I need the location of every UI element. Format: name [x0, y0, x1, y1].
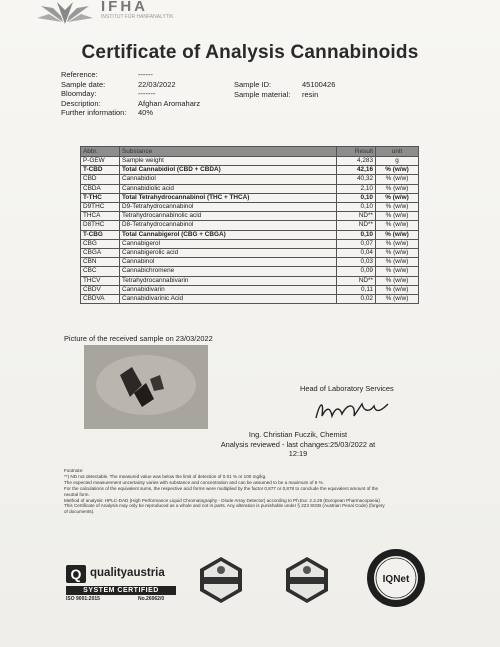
result-cell: 2,10 [337, 184, 376, 193]
logo-subtitle: INSTITUT FÜR HANFANALYTIK [101, 14, 174, 20]
footnote-line: neutral form. [64, 491, 90, 497]
result-cell: 42,16 [337, 166, 376, 175]
result-cell: 0,10 [337, 230, 376, 239]
header-abbr: Abbr. [81, 147, 120, 157]
table-row [81, 285, 419, 294]
results-body [81, 157, 419, 304]
abbr-cell: T-THC [81, 193, 120, 202]
unit-cell: % (w/w) [376, 230, 419, 239]
sample-id-value: 45100426 [302, 80, 336, 89]
substance-cell: Cannabinol [120, 258, 337, 267]
sample-id-label: Sample ID: [234, 80, 272, 89]
unit-cell: % (w/w) [376, 276, 419, 285]
bloomday-value: ------- [138, 89, 156, 98]
substance-cell: Tetrahydrocannabivarin [120, 276, 337, 285]
iqnet-certification-seal-icon [366, 548, 426, 608]
sample-meta-right [234, 80, 335, 99]
result-cell: 0,09 [337, 267, 376, 276]
head-of-lab-title: Head of Laboratory Services [300, 384, 394, 393]
result-cell: ND** [337, 212, 376, 221]
iqnet-text: IQNet [382, 574, 410, 585]
sample-date-value: 22/03/2022 [138, 79, 176, 89]
table-row [81, 157, 419, 166]
substance-cell: Cannabidiol [120, 175, 337, 184]
table-row [81, 276, 419, 285]
abbr-cell: T-CBD [81, 166, 120, 175]
result-cell: 0,10 [337, 193, 376, 202]
picture-caption: Picture of the received sample on 23/03/2022 [64, 334, 213, 343]
quality-austria-q-icon: Q [66, 565, 86, 583]
unit-cell: % (w/w) [376, 295, 419, 304]
table-row [81, 166, 419, 175]
ifha-logo [35, 0, 175, 26]
table-row [81, 175, 419, 184]
abbr-cell: CBD [81, 175, 120, 184]
table-row [81, 267, 419, 276]
table-row [81, 184, 419, 193]
certificate-number: No.26062/0 [138, 596, 165, 602]
result-cell: 4,283 [337, 157, 376, 166]
footnote-line: Method of analysis: HPLC-DAD (High Performance Liquid Chromatography - Diode Array Detector) according to Ph.Eur. 2.2.29 (European Pharmacopoeia) [64, 497, 380, 503]
substance-cell: Cannabidivarinic Acid [120, 295, 337, 304]
hemp-leaf-logo-icon [35, 0, 95, 24]
abbr-cell: D9THC [81, 203, 120, 212]
abbr-cell: CBG [81, 239, 120, 248]
result-cell: 0,02 [337, 295, 376, 304]
abbr-cell: CBN [81, 258, 120, 267]
footnote [64, 468, 454, 515]
result-cell: ND** [337, 276, 376, 285]
substance-cell: Total Tetrahydrocannabinol (THC + THCA) [120, 193, 337, 202]
substance-cell: Tetrahydrocannabinolic acid [120, 212, 337, 221]
unit-cell: g [376, 157, 419, 166]
handwritten-signature [312, 398, 392, 424]
document-title: Certificate of Analysis Cannabinoids [81, 42, 419, 63]
sample-photo [84, 345, 208, 429]
result-cell: 0,04 [337, 249, 376, 258]
unit-cell: % (w/w) [376, 193, 419, 202]
substance-cell: Sample weight [120, 157, 337, 166]
further-info-value: 40% [138, 108, 154, 117]
result-cell: 0,11 [337, 285, 376, 294]
unit-cell: % (w/w) [376, 249, 419, 258]
unit-cell: % (w/w) [376, 175, 419, 184]
description-label: Description: [61, 98, 101, 108]
substance-cell: Cannabidivarin [120, 285, 337, 294]
substance-cell: Total Cannabidiol (CBD + CBDA) [120, 166, 337, 175]
table-row [81, 239, 419, 248]
result-cell: 40,32 [337, 175, 376, 184]
sample-meta-left [61, 70, 200, 118]
unit-cell: % (w/w) [376, 267, 419, 276]
abbr-cell: CBC [81, 267, 120, 276]
abbr-cell: T-CBG [81, 230, 120, 239]
substance-cell: Cannabigerol [120, 239, 337, 248]
table-row [81, 193, 419, 202]
substance-cell: D9-Tetrahydrocannabinol [120, 203, 337, 212]
footnote-line: This Certificate of Analysis may only be reproduced as a whole and not in parts. Any alteration is punishable under § 223 StGB (Austrian Penal Code) (forgery [64, 503, 385, 509]
unit-cell: % (w/w) [376, 203, 419, 212]
abbr-cell: CBDA [81, 184, 120, 193]
table-row [81, 212, 419, 221]
abbr-cell: CBGA [81, 249, 120, 258]
substance-cell: Cannabichromene [120, 267, 337, 276]
logo-text: IFHA [101, 0, 148, 15]
footnote-line: For the calculations of the equivalent sums, the respective acid forms were multiplied by the factor 0,877 or 0,878 to conclude the equivalent amount of the [64, 485, 379, 491]
footnote-title: Footnote: [64, 468, 84, 473]
award-badge-icon [196, 555, 246, 605]
table-row [81, 203, 419, 212]
abbr-cell: THCV [81, 276, 120, 285]
resin-sample-image [84, 345, 208, 429]
bloomday-label: Bloomday: [61, 89, 97, 98]
sample-date-label: Sample date: [61, 79, 106, 89]
substance-cell: Cannabigerolic acid [120, 249, 337, 258]
unit-cell: % (w/w) [376, 212, 419, 221]
result-cell: 0,07 [337, 239, 376, 248]
unit-cell: % (w/w) [376, 285, 419, 294]
unit-cell: % (w/w) [376, 221, 419, 230]
abbr-cell: CBDVA [81, 295, 120, 304]
header-unit: unit [376, 147, 419, 157]
description-value: Afghan Aromaharz [138, 98, 201, 108]
analysis-reviewed: Analysis reviewed - last changes:25/03/2022 at [220, 439, 376, 449]
result-cell: 0,03 [337, 258, 376, 267]
award-badge-icon [282, 555, 332, 605]
result-cell: 0,10 [337, 203, 376, 212]
chemist-name: Ing. Christian Fuczik, Chemist [248, 430, 348, 439]
table-row [81, 249, 419, 258]
table-row [81, 230, 419, 239]
reference-label: Reference: [61, 70, 98, 79]
abbr-cell: THCA [81, 212, 120, 221]
reference-value: ------ [138, 70, 153, 79]
substance-cell: D8-Tetrahydrocannabinol [120, 221, 337, 230]
table-row [81, 221, 419, 230]
header-result: Result [337, 147, 376, 157]
sample-material-label: Sample material: [234, 89, 291, 99]
quality-austria-logo [66, 565, 176, 605]
footnote-line: **) ND not detectable. The measured value was below the limit of detection of 0.01 % or 100 mg/kg. [64, 473, 267, 479]
substance-cell: Cannabidiolic acid [120, 184, 337, 193]
substance-cell: Total Cannabigerol (CBG + CBGA) [120, 230, 337, 239]
further-info-label: Further information: [61, 108, 127, 117]
unit-cell: % (w/w) [376, 166, 419, 175]
system-certified-label: SYSTEM CERTIFIED [66, 586, 176, 595]
table-row [81, 295, 419, 304]
header-substance: Substance [120, 147, 337, 157]
abbr-cell: P-GEW [81, 157, 120, 166]
footnote-line: The expected measurement uncertainty varies with substance and concentration and can be assumed to be a maximum of 5 %. [64, 479, 324, 485]
unit-cell: % (w/w) [376, 184, 419, 193]
iso-standard: ISO 9001:2015 [66, 596, 100, 602]
cannabinoid-results-table [80, 146, 419, 304]
signature-block [0, 430, 500, 459]
abbr-cell: D8THC [81, 221, 120, 230]
quality-austria-name: qualityaustria [90, 567, 165, 579]
unit-cell: % (w/w) [376, 239, 419, 248]
abbr-cell: CBDV [81, 285, 120, 294]
sample-material-value: resin [302, 89, 319, 99]
footnote-line: of documents). [64, 509, 95, 515]
reviewed-time: 12:19 [288, 449, 308, 458]
table-row [81, 258, 419, 267]
unit-cell: % (w/w) [376, 258, 419, 267]
result-cell: ND** [337, 221, 376, 230]
